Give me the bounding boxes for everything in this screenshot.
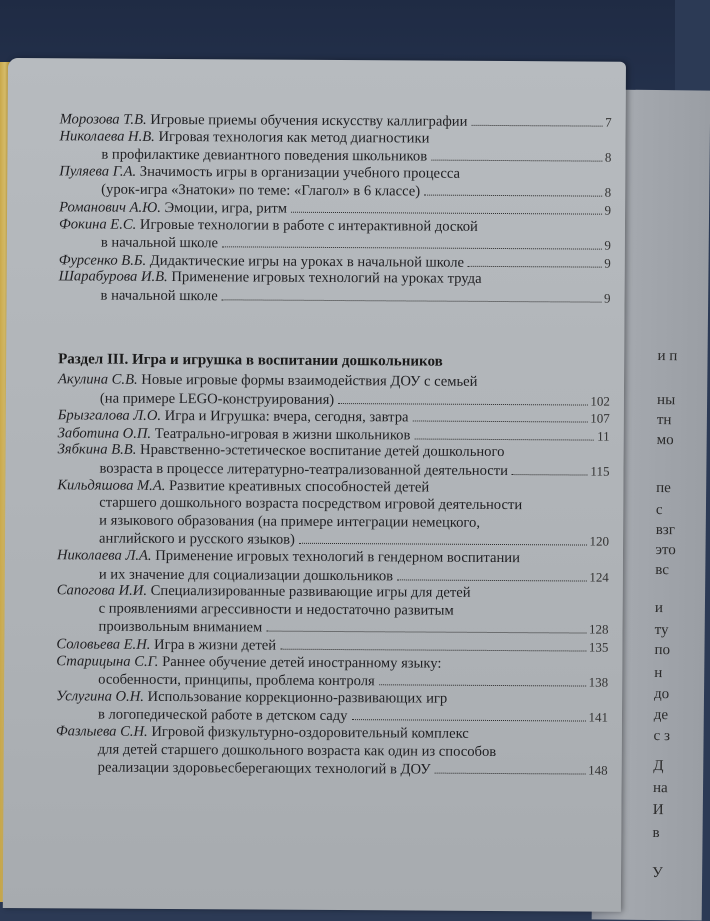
entry-author: Сапогова И.И. bbox=[56, 582, 148, 600]
entry-author: Акулина С.В. bbox=[57, 371, 138, 388]
entry-author: Зябкина В.В. bbox=[57, 441, 137, 459]
leader-dots bbox=[280, 649, 586, 652]
entry-title-line: возраста в процессе литературно-театрализованной деятельности bbox=[99, 460, 509, 480]
entry-title-line: особенности, принципы, проблема контроля bbox=[98, 671, 375, 690]
page-number: 120 bbox=[589, 533, 610, 550]
leader-dots bbox=[299, 543, 587, 546]
page-number: 124 bbox=[589, 569, 609, 585]
entry-title-line: Использование коррекционно-развивающих игр bbox=[147, 688, 448, 707]
entry-title-line: Игра и Игрушка: вчера, сегодня, завтра bbox=[164, 408, 409, 426]
page-number: 115 bbox=[590, 463, 610, 479]
adjacent-page-text: мо bbox=[656, 432, 674, 449]
entry-author: Фазлыева С.Н. bbox=[55, 723, 148, 740]
leader-dots bbox=[397, 579, 586, 581]
entry-title-line: Применение игровых технологий на уроках труда bbox=[171, 269, 482, 288]
entry-title-line: Дидактические игры на уроках в начальной школе bbox=[149, 252, 465, 271]
table-of-contents bbox=[3, 58, 626, 912]
entry-title-line: и языкового образования (на примере интеграции немецкого, bbox=[99, 512, 481, 531]
page-number: 9 bbox=[604, 237, 611, 253]
leader-dots bbox=[338, 403, 587, 406]
adjacent-page-text: и п bbox=[657, 348, 678, 365]
book-page bbox=[3, 58, 626, 912]
page-number: 7 bbox=[605, 114, 612, 130]
leader-dots bbox=[424, 195, 602, 197]
page-number: 9 bbox=[604, 255, 611, 271]
entry-author: Романович А.Ю. bbox=[59, 199, 161, 216]
entry-title-line: произвольным вниманием bbox=[98, 618, 263, 636]
adjacent-page-text: и bbox=[654, 600, 664, 617]
adjacent-page-text: на bbox=[652, 780, 668, 797]
entry-title-line: Значимость игры в организации учебного процесса bbox=[139, 163, 461, 182]
entry-title-line: для детей старшего дошкольного возраста как один из способов bbox=[97, 741, 497, 760]
entry-title-line: в начальной школе bbox=[100, 234, 219, 252]
entry-title-line: Новые игровые формы взаимодействия ДОУ с семьей bbox=[141, 371, 478, 390]
entry-title-line: Применение игровых технологий в гендерном воспитании bbox=[155, 547, 520, 567]
entry-author: Пуляева Г.А. bbox=[59, 163, 137, 180]
entry-title-line: реализации здоровьесберегающих технологий в ДОУ bbox=[97, 759, 431, 778]
leader-dots bbox=[266, 631, 586, 634]
leader-dots bbox=[431, 160, 602, 162]
leader-dots bbox=[351, 720, 585, 722]
leader-dots bbox=[435, 773, 586, 775]
entry-title-line: и их значение для социализации дошкольников bbox=[98, 566, 394, 584]
adjacent-page-text: де bbox=[653, 707, 669, 724]
page-number: 148 bbox=[588, 762, 608, 778]
leader-dots bbox=[414, 438, 594, 440]
page-number: 107 bbox=[590, 410, 610, 426]
entry-title-line: Эмоции, игра, ритм bbox=[164, 199, 288, 217]
leader-dots bbox=[222, 299, 601, 302]
section-title: Раздел III. Игра и игрушка в воспитании дошкольников bbox=[58, 351, 443, 370]
page-number: 138 bbox=[588, 674, 609, 690]
entry-title-line: Игровые технологии в работе с интерактивной доской bbox=[139, 216, 478, 235]
page-number: 102 bbox=[590, 393, 610, 409]
page-number: 9 bbox=[604, 202, 612, 218]
leader-dots bbox=[468, 266, 601, 268]
page-number: 128 bbox=[588, 621, 609, 638]
entry-author: Морозова Т.В. bbox=[59, 111, 147, 128]
leader-dots bbox=[222, 246, 601, 249]
entry-title-line: в начальной школе bbox=[100, 287, 218, 305]
entry-title-line: Нравственно-эстетическое воспитание детей дошкольного bbox=[140, 442, 505, 461]
page-number: 9 bbox=[603, 290, 611, 306]
adjacent-page-text: с з bbox=[653, 728, 671, 745]
leader-dots bbox=[471, 125, 602, 127]
entry-title-line: Игровой физкультурно-оздоровительный комплекс bbox=[151, 723, 469, 742]
adjacent-page-text: ту bbox=[654, 622, 669, 639]
entry-author: Кильдяшова М.А. bbox=[57, 476, 166, 494]
entry-author: Фурсенко В.Б. bbox=[58, 252, 147, 269]
page-number: 11 bbox=[597, 428, 610, 444]
entry-title-line: с проявлениями агрессивности и недостаточно развитым bbox=[98, 600, 454, 619]
entry-title-line: Раннее обучение детей иностранному языку: bbox=[162, 653, 442, 672]
adjacent-page-text: это bbox=[655, 542, 676, 559]
leader-dots bbox=[291, 212, 602, 215]
entry-title-line: (урок-игра «Знатоки» по теме: «Глагол» в 6 классе) bbox=[101, 181, 421, 200]
leader-dots bbox=[412, 421, 587, 423]
entry-author: Фокина Е.С. bbox=[58, 215, 137, 233]
entry-title-line: старшего дошкольного возраста посредством игровой деятельности bbox=[99, 494, 523, 514]
adjacent-page-text: с bbox=[655, 502, 663, 519]
entry-title-line: Специализированные развивающие игры для детей bbox=[150, 583, 471, 602]
entry-title-line: Театрально-игровая в жизни школьников bbox=[154, 425, 411, 444]
adjacent-page-text: вс bbox=[655, 562, 670, 579]
entry-title-line: английского и русского языков) bbox=[99, 530, 295, 549]
adjacent-page-text: тн bbox=[656, 412, 672, 429]
adjacent-page-text: У bbox=[652, 865, 663, 882]
adjacent-page-text: в bbox=[652, 825, 660, 842]
entry-author: Николаева Н.В. bbox=[59, 127, 155, 145]
entry-title-line: Игра в жизни детей bbox=[154, 636, 277, 654]
entry-title-line: Развитие креативных способностей детей bbox=[169, 477, 430, 496]
entry-title-line: Игровая технология как метод диагностики bbox=[158, 128, 430, 147]
adjacent-page-text: пе bbox=[656, 480, 671, 497]
entry-author: Николаева Л.А. bbox=[56, 547, 152, 564]
adjacent-page-text: н bbox=[654, 665, 663, 682]
entry-author: Старицына С.Г. bbox=[56, 652, 159, 670]
adjacent-page-text: ны bbox=[657, 392, 676, 409]
entry-title-line: в профилактике девиантного поведения школьников bbox=[101, 146, 428, 165]
adjacent-page-text: взг bbox=[655, 522, 675, 539]
adjacent-page-text: до bbox=[653, 686, 670, 703]
adjacent-page-text: И bbox=[652, 802, 664, 819]
entry-title-line: (на примере LEGO-конструирования) bbox=[99, 390, 335, 408]
page-number: 8 bbox=[604, 149, 612, 165]
adjacent-page-text: Д bbox=[653, 758, 664, 775]
page-number: 8 bbox=[604, 185, 612, 201]
entry-author: Соловьева Е.Н. bbox=[56, 636, 151, 653]
entry-author: Шарабурова И.В. bbox=[58, 268, 168, 286]
leader-dots bbox=[512, 474, 587, 475]
entry-author: Услугина О.Н. bbox=[56, 688, 144, 705]
entry-title-line: Игровые приемы обучения искусству каллиграфии bbox=[150, 111, 468, 130]
entry-author: Заботина О.П. bbox=[57, 425, 152, 442]
leader-dots bbox=[379, 684, 586, 686]
page-number: 141 bbox=[588, 709, 609, 726]
page-number: 135 bbox=[588, 639, 609, 655]
entry-title-line: в логопедической работе в детском саду bbox=[97, 706, 348, 725]
adjacent-page-text: по bbox=[654, 642, 671, 659]
entry-author: Брызгалова Л.О. bbox=[57, 407, 162, 425]
